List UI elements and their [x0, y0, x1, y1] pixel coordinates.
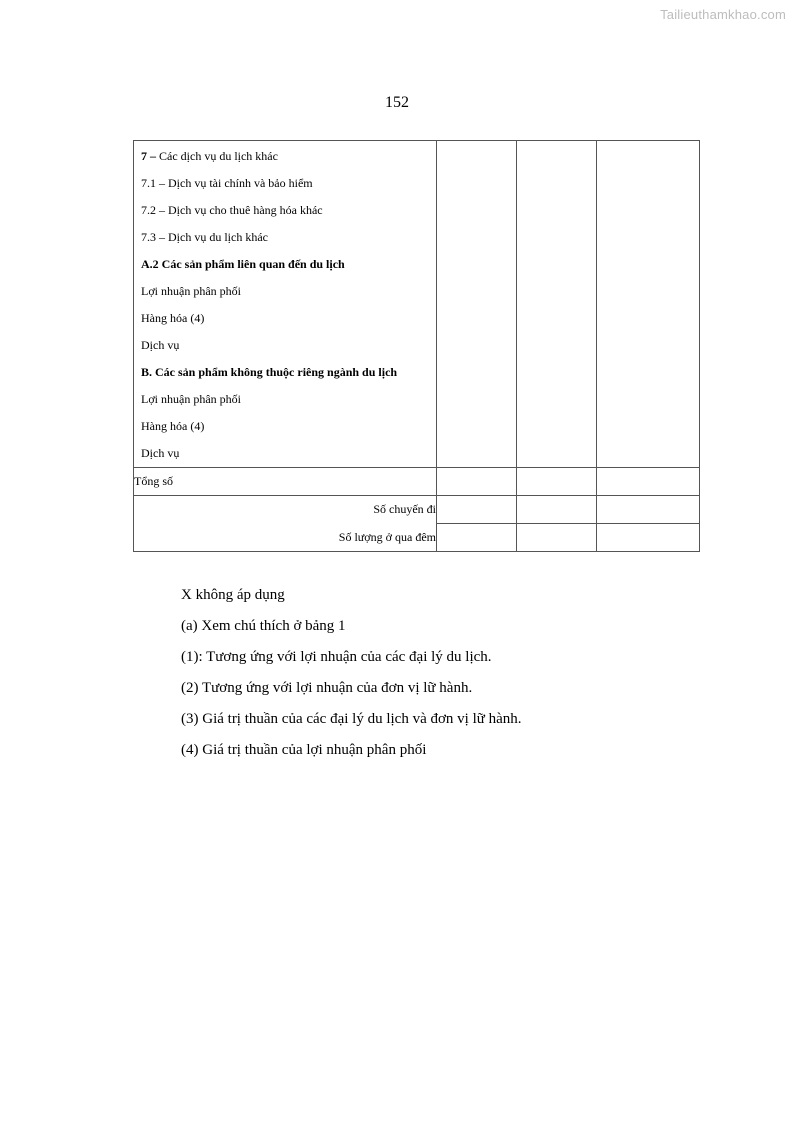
list-item: Dịch vụ — [141, 446, 180, 460]
list-item: 7.3 – Dịch vụ du lịch khác — [141, 230, 268, 244]
list-item: Lợi nhuận phân phối — [141, 284, 241, 298]
footnote: (1): Tương ứng với lợi nhuận của các đại lý du lịch. — [181, 649, 492, 665]
total-row — [134, 468, 700, 496]
nights-row — [134, 524, 700, 552]
footnotes — [181, 585, 522, 771]
value-cell — [517, 468, 597, 496]
total-label: Tổng số — [134, 468, 437, 496]
list-item: Dịch vụ — [141, 338, 180, 352]
value-cell — [597, 141, 700, 468]
value-cell — [517, 524, 597, 552]
list-item-text: Các dịch vụ du lịch khác — [156, 149, 278, 163]
list-item: 7.1 – Dịch vụ tài chính và bảo hiểm — [141, 176, 313, 190]
page-number: 152 — [385, 94, 409, 111]
list-item — [134, 143, 436, 170]
tourism-products-table — [133, 140, 700, 552]
footnote: (3) Giá trị thuần của các đại lý du lịch và đơn vị lữ hành. — [181, 711, 522, 727]
value-cell — [437, 496, 517, 524]
table-row — [134, 141, 700, 468]
product-list-cell — [134, 141, 437, 468]
footnote: (2) Tương ứng với lợi nhuận của đơn vị lữ hành. — [181, 680, 473, 696]
trips-label: Số chuyến đi — [134, 496, 437, 524]
watermark: Tailieuthamkhao.com — [660, 7, 786, 22]
value-cell — [437, 524, 517, 552]
footnote: (a) Xem chú thích ở bảng 1 — [181, 618, 346, 634]
list-item: Lợi nhuận phân phối — [141, 392, 241, 406]
value-cell — [517, 496, 597, 524]
trips-row — [134, 496, 700, 524]
footnote: X không áp dụng — [181, 587, 285, 603]
section-heading: B. Các sản phẩm không thuộc riêng ngành du lịch — [141, 365, 398, 379]
list-item: Hàng hóa (4) — [141, 419, 205, 433]
value-cell — [517, 141, 597, 468]
value-cell — [437, 468, 517, 496]
list-item: 7.2 – Dịch vụ cho thuê hàng hóa khác — [141, 203, 323, 217]
list-item-prefix: 7 – — [141, 149, 156, 163]
section-heading: A.2 Các sản phẩm liên quan đến du lịch — [141, 257, 345, 271]
value-cell — [597, 524, 700, 552]
nights-label: Số lượng ở qua đêm — [134, 524, 437, 552]
footnote: (4) Giá trị thuần của lợi nhuận phân phối — [181, 742, 427, 758]
value-cell — [597, 496, 700, 524]
value-cell — [597, 468, 700, 496]
list-item: Hàng hóa (4) — [141, 311, 205, 325]
value-cell — [437, 141, 517, 468]
